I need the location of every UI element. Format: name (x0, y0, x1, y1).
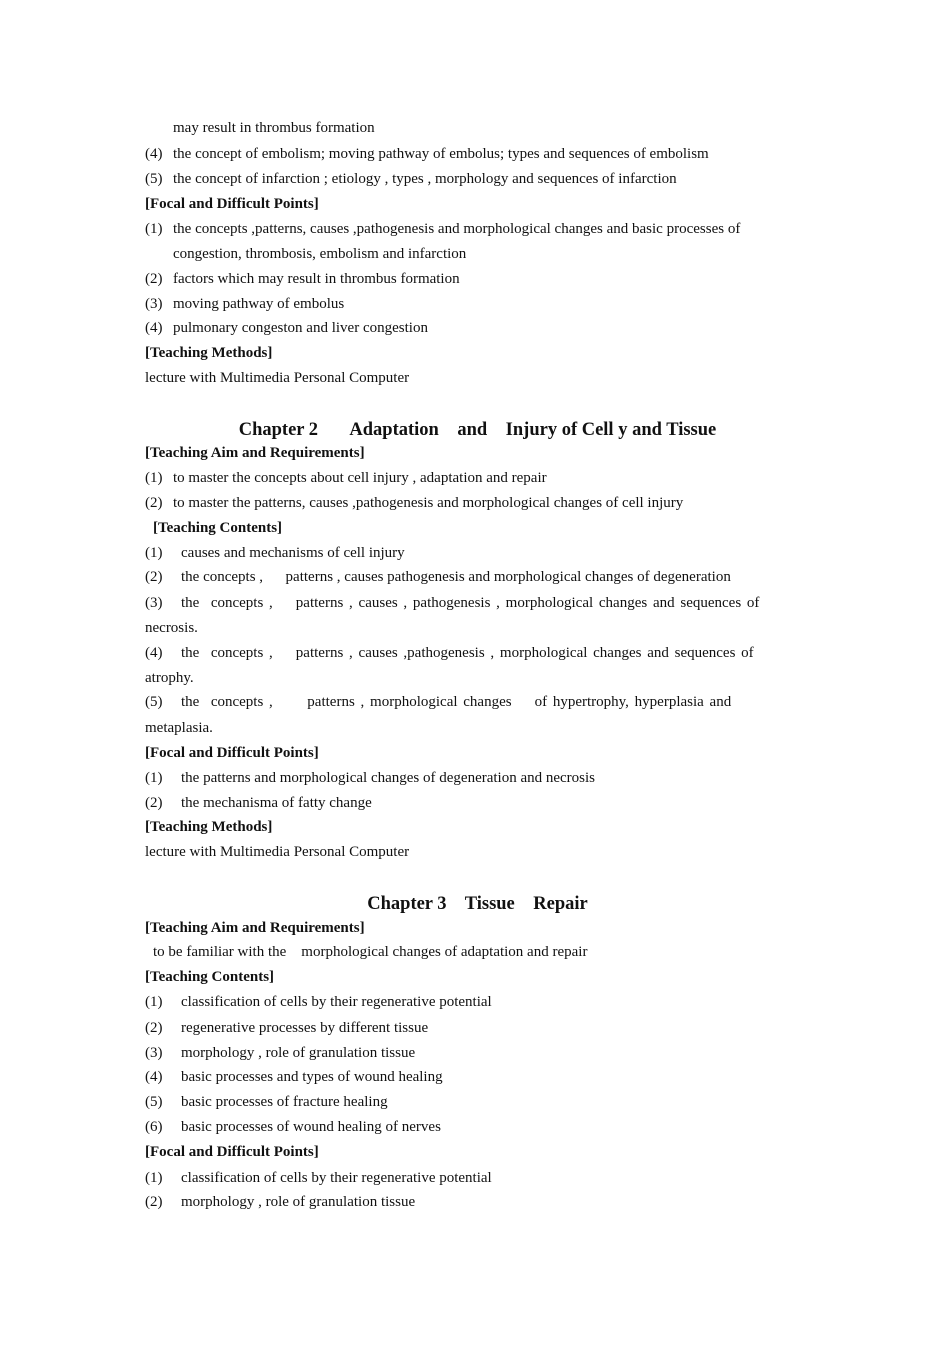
item-text: regenerative processes by different tissue (181, 1020, 429, 1036)
list-item (145, 543, 810, 563)
item-text: to master the concepts about cell injury , adaptation and repair (173, 470, 547, 486)
item-text: causes and mechanisms of cell injury (181, 545, 405, 561)
list-item (145, 593, 810, 613)
list-item (145, 294, 810, 314)
item-text: pulmonary congeston and liver congestion (173, 320, 428, 336)
list-item (145, 169, 810, 189)
item-number: (5) (145, 171, 163, 187)
item-number: (2) (145, 1020, 163, 1036)
item-continuation: necrosis. (145, 620, 198, 636)
item-number: (1) (145, 221, 163, 237)
methods-text: lecture with Multimedia Personal Computer (145, 844, 410, 860)
item-number: (3) (145, 296, 163, 312)
focal-heading: [Focal and Difficult Points] (145, 1144, 319, 1160)
list-item (145, 493, 810, 513)
item-text: the concept of infarction ; etiology , types , morphology and sequences of infarction (173, 171, 677, 187)
list-item (145, 1117, 810, 1137)
list-item (145, 1018, 810, 1038)
item-number: (2) (145, 1194, 163, 1210)
list-item (145, 269, 810, 289)
item-number: (2) (145, 495, 163, 511)
item-text: basic processes of wound healing of nerves (181, 1119, 441, 1135)
item-text: moving pathway of embolus (173, 296, 345, 312)
item-text: morphology , role of granulation tissue (181, 1045, 416, 1061)
list-item (145, 1168, 810, 1188)
item-number: (4) (145, 645, 163, 661)
item-text: the concepts ,patterns, causes ,pathogenesis and morphological changes and basic processes of (173, 221, 741, 237)
item-number: (4) (145, 146, 163, 162)
methods-text: lecture with Multimedia Personal Computer (145, 370, 410, 386)
aim-heading: [Teaching Aim and Requirements] (145, 920, 365, 936)
item-number: (1) (145, 1170, 163, 1186)
item-text: basic processes of fracture healing (181, 1094, 388, 1110)
item-number: (6) (145, 1119, 163, 1135)
item-number: (2) (145, 271, 163, 287)
item-text: to master the patterns, causes ,pathogenesis and morphological changes of cell injury (173, 495, 684, 511)
item-text: basic processes and types of wound healing (181, 1069, 443, 1085)
list-item (145, 468, 810, 488)
list-item (145, 1192, 810, 1212)
chapter-2-title: Chapter 2 Adaptation and Injury of Cell y and Tissue (238, 420, 717, 440)
list-item (145, 793, 810, 813)
item-continuation: metaplasia. (145, 720, 213, 736)
item-text: the mechanisma of fatty change (181, 795, 372, 811)
focal-heading: [Focal and Difficult Points] (145, 196, 319, 212)
chapter-3-title: Chapter 3 Tissue Repair (367, 894, 588, 914)
methods-heading: [Teaching Methods] (145, 819, 273, 835)
item-number: (5) (145, 694, 163, 710)
item-number: (3) (145, 1045, 163, 1061)
list-item (145, 144, 810, 164)
item-number: (1) (145, 994, 163, 1010)
item-text: factors which may result in thrombus formation (173, 271, 460, 287)
item-text: the concept of embolism; moving pathway of embolus; types and sequences of embolism (173, 146, 709, 162)
aim-heading: [Teaching Aim and Requirements] (145, 445, 365, 461)
item-continuation: atrophy. (145, 670, 194, 686)
item-number: (1) (145, 770, 163, 786)
item-text: classification of cells by their regenerative potential (181, 994, 492, 1010)
list-item (145, 768, 810, 788)
item-number: (2) (145, 795, 163, 811)
item-number: (1) (145, 545, 163, 561)
list-item (145, 1043, 810, 1063)
list-item (145, 1092, 810, 1112)
focal-heading: [Focal and Difficult Points] (145, 745, 319, 761)
item-continuation: congestion, thrombosis, embolism and infarction (173, 246, 467, 262)
item-number: (5) (145, 1094, 163, 1110)
item-text: the concepts , patterns , causes ,pathogenesis , morphological changes and sequences of (181, 645, 754, 661)
methods-heading: [Teaching Methods] (145, 345, 273, 361)
list-item (145, 1067, 810, 1087)
aim-text: to be familiar with the morphological changes of adaptation and repair (153, 944, 588, 960)
list-item (145, 643, 810, 663)
continued-item-text: may result in thrombus formation (173, 120, 375, 136)
item-number: (3) (145, 595, 163, 611)
item-number: (4) (145, 1069, 163, 1085)
list-item (145, 318, 810, 338)
item-text: morphology , role of granulation tissue (181, 1194, 416, 1210)
item-number: (4) (145, 320, 163, 336)
list-item (145, 567, 810, 587)
contents-heading: [Teaching Contents] (153, 520, 283, 536)
list-item (145, 219, 810, 239)
list-item (145, 692, 810, 712)
item-text: the concepts , patterns , causes pathogenesis and morphological changes of degeneration (181, 569, 731, 585)
list-item (145, 992, 810, 1012)
item-text: the concepts , patterns , morphological changes of hypertrophy, hyperplasia and (181, 694, 732, 710)
item-text: classification of cells by their regenerative potential (181, 1170, 492, 1186)
item-number: (1) (145, 470, 163, 486)
contents-heading: [Teaching Contents] (145, 969, 275, 985)
item-text: the concepts , patterns , causes , pathogenesis , morphological changes and sequences of (181, 595, 760, 611)
item-text: the patterns and morphological changes of degeneration and necrosis (181, 770, 596, 786)
item-number: (2) (145, 569, 163, 585)
